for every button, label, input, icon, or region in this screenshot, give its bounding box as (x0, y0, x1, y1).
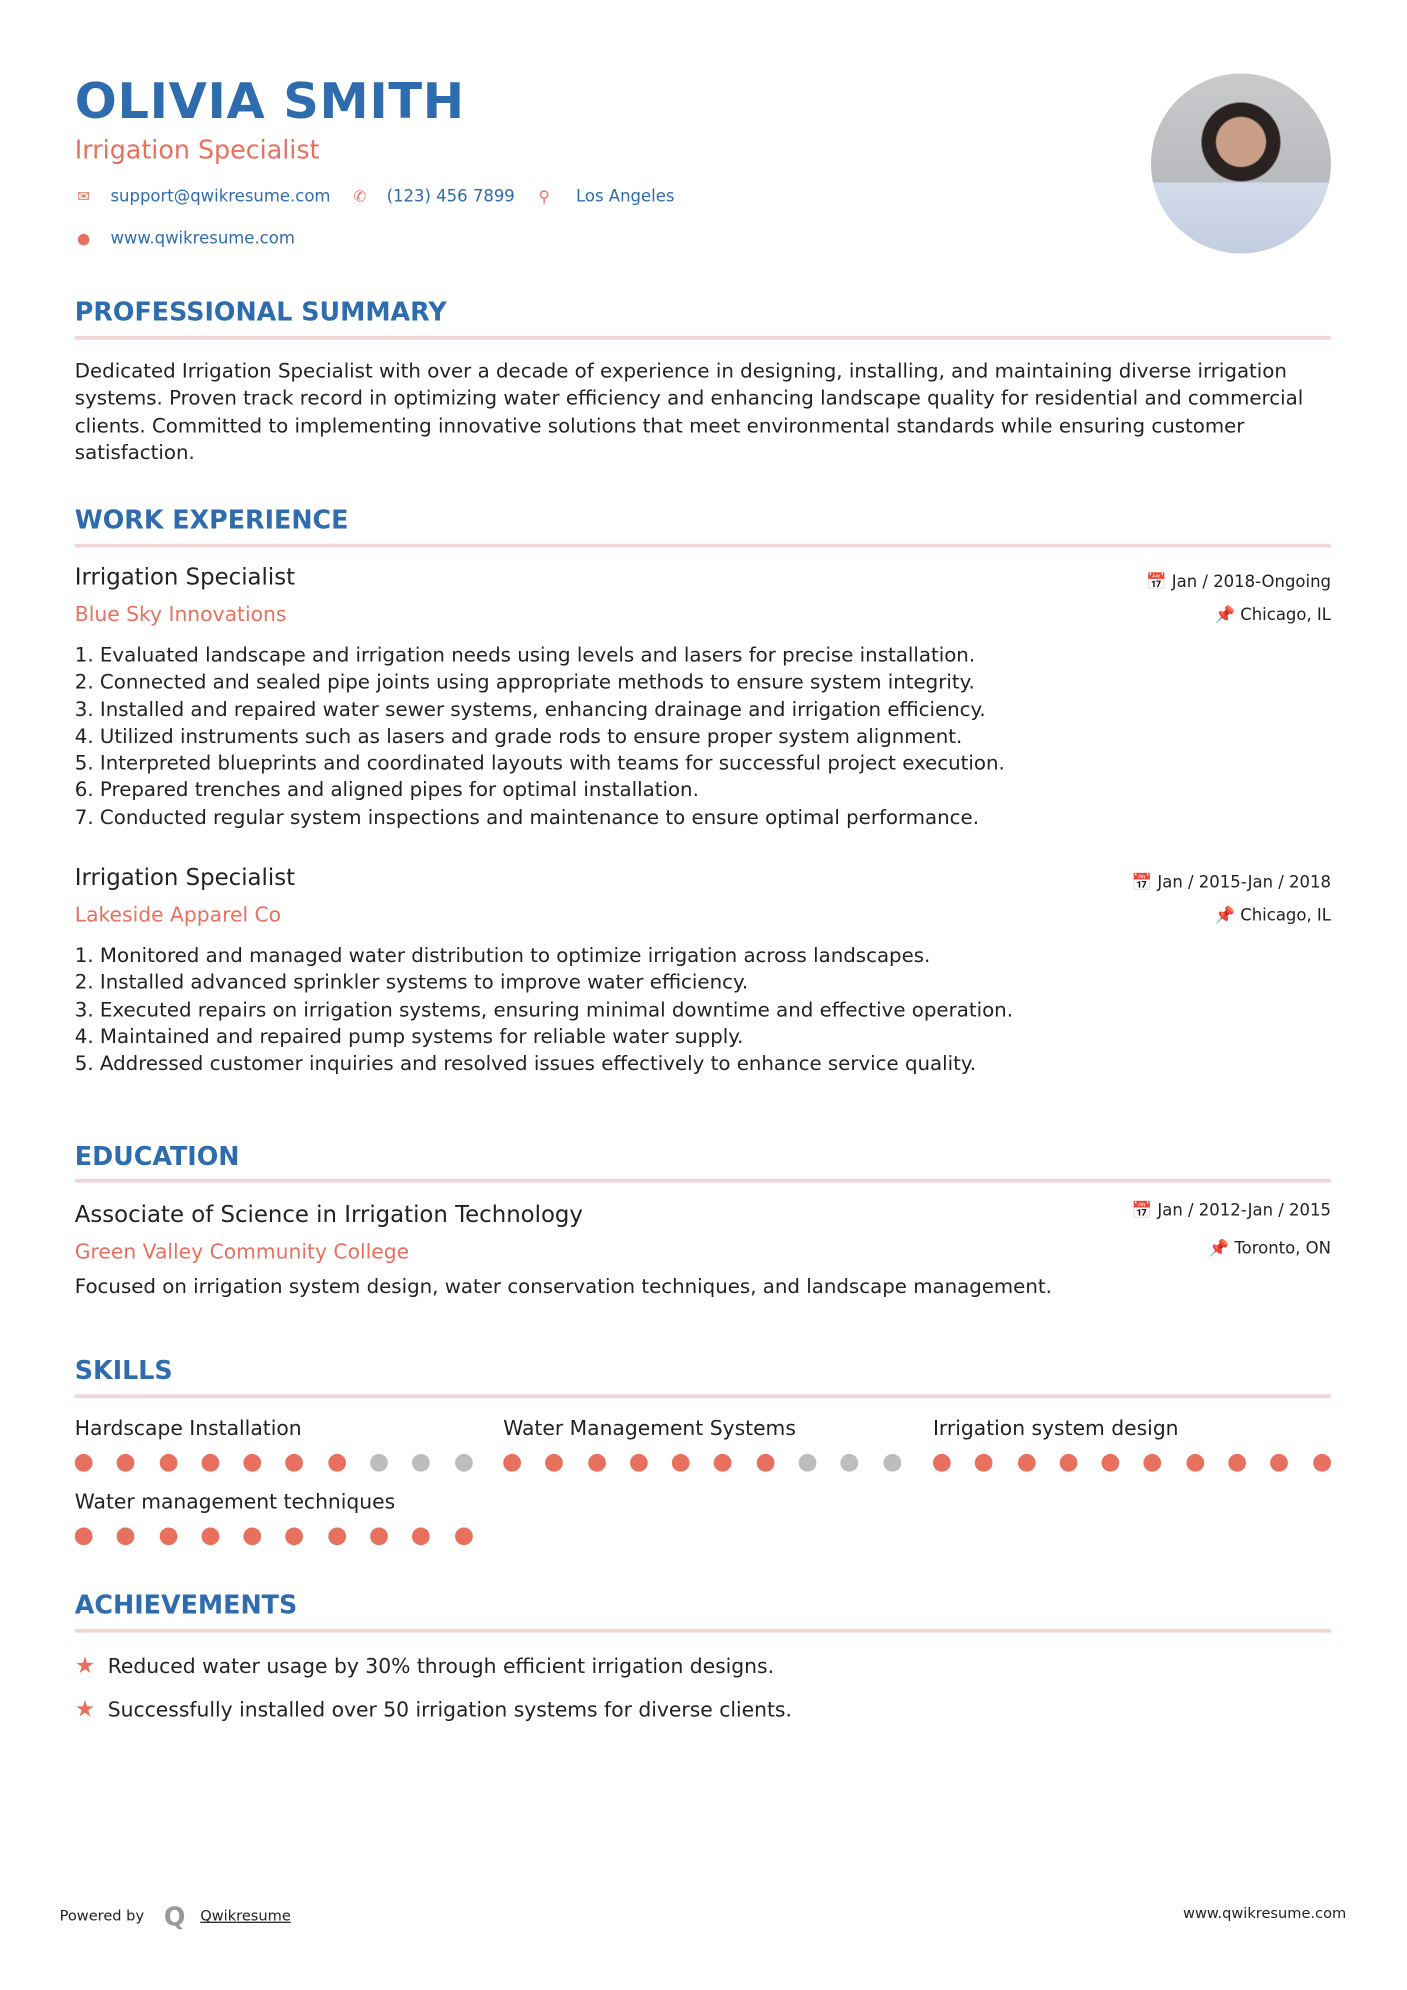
rating-dot-filled (412, 1527, 430, 1545)
star-icon: ★ (74, 1652, 96, 1680)
rating-dot-filled (286, 1527, 304, 1545)
location-text: Toronto, ON (1234, 1239, 1331, 1259)
rating-dot-empty (455, 1454, 473, 1472)
job-bullets (75, 643, 1005, 832)
rating-dot-filled (201, 1527, 219, 1545)
skill-rating (503, 1454, 901, 1472)
skill-rating (933, 1454, 1331, 1472)
divider (75, 1179, 1331, 1183)
skill-name: Irrigation system design (932, 1415, 1179, 1440)
job-title: Irrigation Specialist (74, 864, 296, 892)
contact-row (75, 188, 675, 207)
rating-dot-filled (630, 1454, 648, 1472)
divider (75, 336, 1331, 340)
summary-text: Dedicated Irrigation Specialist with over a decade of experience in designing, installing, and maintaining diverse irrigation systems. Proven track record in optimizing water efficiency and enhancing landscape quality for residential and commercial clients. Committed to implementing innovative solutions that meet environmental standards while ensuring customer satisfaction. (74, 359, 1304, 464)
rating-dot-filled (1271, 1454, 1289, 1472)
rating-dot-filled (244, 1454, 262, 1472)
rating-dot-filled (455, 1527, 473, 1545)
achievement-item (75, 1696, 792, 1723)
skill-name: Water Management Systems (503, 1415, 796, 1440)
rating-dot-filled (503, 1454, 521, 1472)
map-pin-icon: ⚲ (538, 187, 550, 206)
pin-icon: 📌 (1214, 906, 1241, 926)
location-text: Chicago, IL (1240, 605, 1331, 625)
achievement-text: Reduced water usage by 30% through efficient irrigation designs. (107, 1654, 775, 1679)
website-row (75, 229, 295, 248)
bullet: 1. Monitored and managed water distribution to optimize irrigation across landscapes. (74, 944, 931, 968)
bullet: 2. Connected and sealed pipe joints using appropriate methods to ensure system integrity. (74, 670, 975, 694)
rating-dot-filled (975, 1454, 993, 1472)
degree: Associate of Science in Irrigation Technology (74, 1201, 583, 1229)
rating-dot-filled (201, 1454, 219, 1472)
bullet: 7. Conducted regular system inspections and maintenance to ensure optimal performance. (74, 805, 980, 829)
rating-dot-empty (370, 1454, 388, 1472)
pin-icon: 📌 (1214, 605, 1241, 625)
education-location (1209, 1240, 1331, 1259)
divider (75, 1629, 1331, 1633)
rating-dot-empty (412, 1454, 430, 1472)
bullet: 3. Installed and repaired water sewer systems, enhancing drainage and irrigation efficiency. (74, 697, 986, 721)
rating-dot-filled (286, 1454, 304, 1472)
job-dates (1132, 873, 1331, 892)
bullet: 4. Utilized instruments such as lasers and grade rods to ensure proper system alignment. (74, 724, 963, 748)
bullet: 5. Addressed customer inquiries and resolved issues effectively to enhance service quality. (74, 1052, 977, 1076)
rating-dot-filled (117, 1527, 135, 1545)
rating-dot-empty (799, 1454, 817, 1472)
rating-dot-filled (1228, 1454, 1246, 1472)
summary-heading: PROFESSIONAL SUMMARY (74, 296, 447, 328)
bullet: 1. Evaluated landscape and irrigation needs using levels and lasers for precise installation. (74, 643, 976, 667)
rating-dot-filled (244, 1527, 262, 1545)
footer-website[interactable]: www.qwikresume.com (1183, 1903, 1347, 1922)
education-heading: EDUCATION (74, 1140, 240, 1172)
achievement-text: Successfully installed over 50 irrigation systems for diverse clients. (107, 1697, 792, 1722)
location-text: Chicago, IL (1240, 906, 1331, 926)
bullet: 5. Interpreted blueprints and coordinated layouts with teams for successful project execution. (74, 751, 1005, 775)
rating-dot-filled (328, 1527, 346, 1545)
calendar-icon: 📅 (1131, 1201, 1158, 1221)
calendar-icon: 📅 (1145, 572, 1172, 592)
rating-dot-filled (1102, 1454, 1120, 1472)
envelope-icon: ✉ (77, 187, 91, 206)
brand-link[interactable]: Qwikresume (200, 1906, 291, 1925)
school: Green Valley Community College (74, 1239, 410, 1264)
achievement-item (75, 1653, 774, 1680)
bullet: 6. Prepared trenches and aligned pipes for optimal installation. (74, 778, 699, 802)
rating-dot-filled (756, 1454, 774, 1472)
qwikresume-logo-icon: Q (163, 1901, 186, 1932)
phone-text: (123) 456 7899 (386, 187, 515, 207)
location-text: Los Angeles (576, 187, 675, 207)
divider (75, 1394, 1331, 1398)
pin-icon: 📌 (1208, 1239, 1235, 1259)
job-dates (1146, 573, 1331, 592)
rating-dot-filled (1144, 1454, 1162, 1472)
skill-rating (75, 1454, 473, 1472)
rating-dot-filled (1060, 1454, 1078, 1472)
rating-dot-filled (75, 1527, 93, 1545)
rating-dot-filled (933, 1454, 951, 1472)
rating-dot-filled (672, 1454, 690, 1472)
rating-dot-empty (883, 1454, 901, 1472)
job-location (1214, 906, 1331, 925)
experience-heading: WORK EXPERIENCE (74, 504, 349, 535)
website-link[interactable]: www.qwikresume.com (110, 229, 295, 249)
rating-dot-filled (545, 1454, 563, 1472)
job-title: Irrigation Specialist (74, 564, 296, 591)
rating-dot-filled (1313, 1454, 1331, 1472)
globe-icon: ● (77, 229, 91, 248)
achievements-heading: ACHIEVEMENTS (74, 1589, 298, 1620)
education-dates (1132, 1202, 1331, 1221)
rating-dot-filled (159, 1454, 177, 1472)
rating-dot-filled (328, 1454, 346, 1472)
phone-icon: ✆ (353, 187, 367, 206)
job-company: Blue Sky Innovations (74, 602, 287, 627)
rating-dot-filled (1017, 1454, 1035, 1472)
bullet: 3. Executed repairs on irrigation systems, ensuring minimal downtime and effective operation. (74, 998, 1013, 1022)
calendar-icon: 📅 (1131, 873, 1158, 893)
bullet: 2. Installed advanced sprinkler systems to improve water efficiency. (74, 971, 749, 995)
job-company: Lakeside Apparel Co (74, 902, 282, 927)
profile-photo (1151, 74, 1331, 254)
rating-dot-filled (75, 1454, 93, 1472)
rating-dot-filled (159, 1527, 177, 1545)
rating-dot-empty (841, 1454, 859, 1472)
skills-heading: SKILLS (74, 1355, 173, 1386)
candidate-title: Irrigation Specialist (74, 134, 320, 165)
dates-text: Jan / 2015-Jan / 2018 (1157, 873, 1331, 893)
dates-text: Jan / 2012-Jan / 2015 (1157, 1201, 1331, 1221)
powered-by (60, 1901, 291, 1931)
rating-dot-filled (370, 1527, 388, 1545)
job-location (1214, 606, 1331, 625)
rating-dot-filled (714, 1454, 732, 1472)
skill-name: Water management techniques (74, 1489, 396, 1514)
powered-by-text: Powered by (59, 1906, 145, 1925)
candidate-name: OLIVIA SMITH (74, 73, 465, 131)
rating-dot-filled (117, 1454, 135, 1472)
skill-rating (75, 1527, 473, 1545)
education-description: Focused on irrigation system design, water conservation techniques, and landscape management. (74, 1275, 1052, 1299)
job-bullets (75, 943, 1013, 1078)
divider (75, 544, 1331, 548)
star-icon: ★ (74, 1696, 96, 1723)
dates-text: Jan / 2018-Ongoing (1171, 572, 1331, 592)
skill-name: Hardscape Installation (74, 1415, 302, 1440)
rating-dot-filled (1186, 1454, 1204, 1472)
email-link[interactable]: support@qwikresume.com (110, 187, 331, 207)
bullet: 4. Maintained and repaired pump systems for reliable water supply. (74, 1025, 744, 1049)
rating-dot-filled (588, 1454, 606, 1472)
